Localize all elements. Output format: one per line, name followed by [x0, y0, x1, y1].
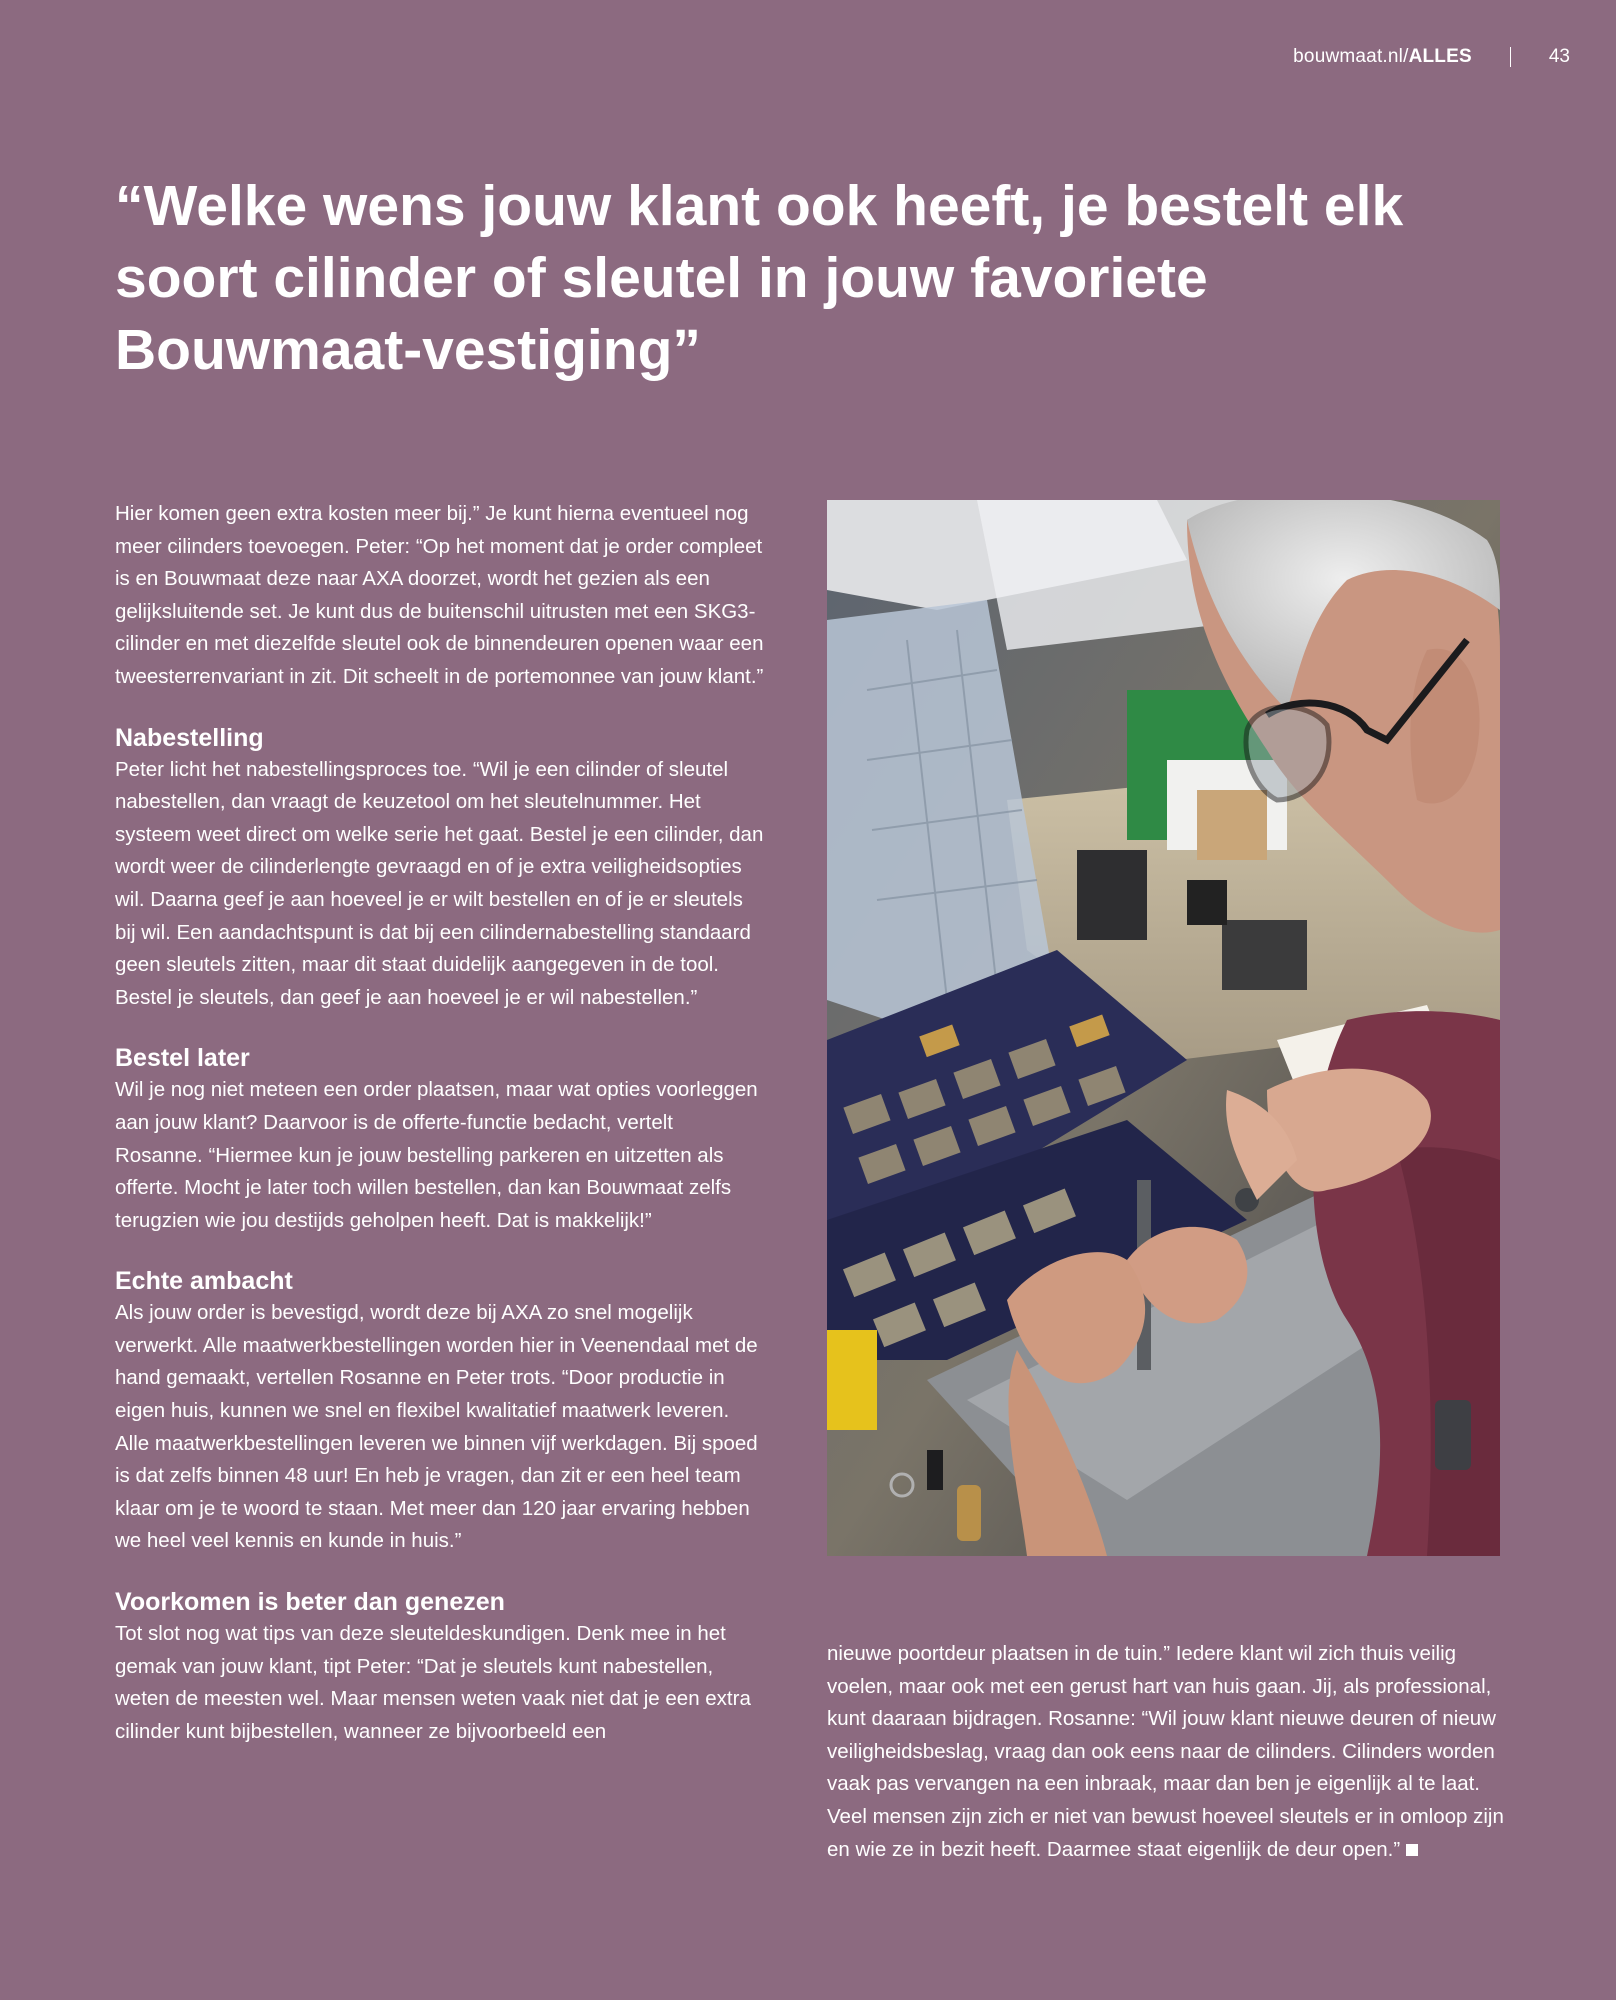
closing-paragraph: nieuwe poortdeur plaatsen in de tuin.” Iedere klant wil zich thuis veilig voelen, maar ook met een gerust hart van huis gaan. Jij, als professional, kunt daaraan bijdragen. Rosanne: “Wil jouw klant nieuwe deuren of nieuw veiligheidsbeslag, vraag dan ook eens naar de cilinders. Cilinders worden vaak pas vervangen na een inbraak, maar dan ben je eigenlijk al te laat. Veel mensen zijn zich er niet van bewust hoeveel sleutels er in omloop zijn en wie ze in bezit heeft. Daarmee staat eigenlijk de deur open.” — [827, 1642, 1504, 1861]
article-column-left — [115, 498, 765, 1748]
page-header — [1293, 46, 1570, 68]
section-heading: Bestel later — [115, 1044, 250, 1073]
photo-craftsman-assembling-cylinder — [827, 500, 1500, 1556]
header-divider — [1510, 47, 1511, 67]
intro-paragraph: Hier komen geen extra kosten meer bij.” Je kunt hierna eventueel nog meer cilinders toevoegen. Peter: “Op het moment dat je order compleet is en Bouwmaat deze naar AXA doorzet, wordt het gezien als een gelijksluitende set. Je kunt dus de buitenschil uitrusten met een SKG3-cilinder en met diezelfde sleutel ook de binnendeuren openen waar een tweesterrenvariant in zit. Dit scheelt in de portemonnee van jouw klant.” — [115, 502, 764, 688]
section-body: Tot slot nog wat tips van deze sleuteldeskundigen. Denk mee in het gemak van jouw klant, tipt Peter: “Dat je sleutels kunt nabestellen, weten de meesten wel. Maar mensen weten vaak niet dat je een extra cilinder kunt bijbestellen, wanneer ze bijvoorbeeld een — [115, 1622, 751, 1743]
section-body: Als jouw order is bevestigd, wordt deze bij AXA zo snel mogelijk verwerkt. Alle maatwerkbestellingen worden hier in Veenendaal met de hand gemaakt, vertellen Rosanne en Peter trots. “Door productie in eigen huis, kunnen we snel en flexibel kwalitatief maatwerk leveren. Alle maatwerkbestellingen leveren we binnen vijf werkdagen. Bij spoed is dat zelfs binnen 48 uur! En heb je vragen, dan zit er een heel team klaar om je te woord te staan. Met meer dan 120 jaar ervaring hebben we heel veel kennis en kunde in huis.” — [115, 1301, 758, 1553]
section-body: Peter licht het nabestellingsproces toe. “Wil je een cilinder of sleutel nabestellen, dan vraagt de keuzetool om het sleutelnummer. Het systeem weet direct om welke serie het gaat. Bestel je een cilinder, dan wordt weer de cilinderlengte gevraagd en of je extra veiligheidsopties wil. Daarna geef je aan hoeveel je er wilt bestellen en of je er sleutels bij wil. Een aandachtspunt is dat bij een cilindernabestelling standaard geen sleutels zitten, maar dit staat duidelijk aangegeven in de tool. Bestel je sleutels, dan geef je aan hoeveel je er wil nabestellen.” — [115, 757, 764, 1009]
headline-quote: “Welke wens jouw klant ook heeft, je bestelt elk soort cilinder of sleutel in jouw favoriete Bouwmaat-vestiging” — [115, 174, 1404, 382]
section-body: Wil je nog niet meteen een order plaatsen, maar wat opties voorleggen aan jouw klant? Daarvoor is de offerte-functie bedacht, vertelt Rosanne. “Hiermee kun je jouw bestelling parkeren en uitzetten als offerte. Mocht je later toch willen bestellen, dan kan Bouwmaat zelfs terugzien wie jou destijds geholpen heeft. Dat is makkelijk!” — [115, 1078, 758, 1232]
section-heading: Nabestelling — [115, 723, 264, 752]
end-mark-icon — [1406, 1844, 1418, 1856]
site-name: bouwmaat.nl/ALLES — [1293, 46, 1472, 67]
article-column-right — [827, 1638, 1507, 1866]
page-number: 43 — [1548, 46, 1570, 67]
section-heading: Voorkomen is beter dan genezen — [115, 1588, 505, 1617]
section-heading: Echte ambacht — [115, 1267, 293, 1296]
